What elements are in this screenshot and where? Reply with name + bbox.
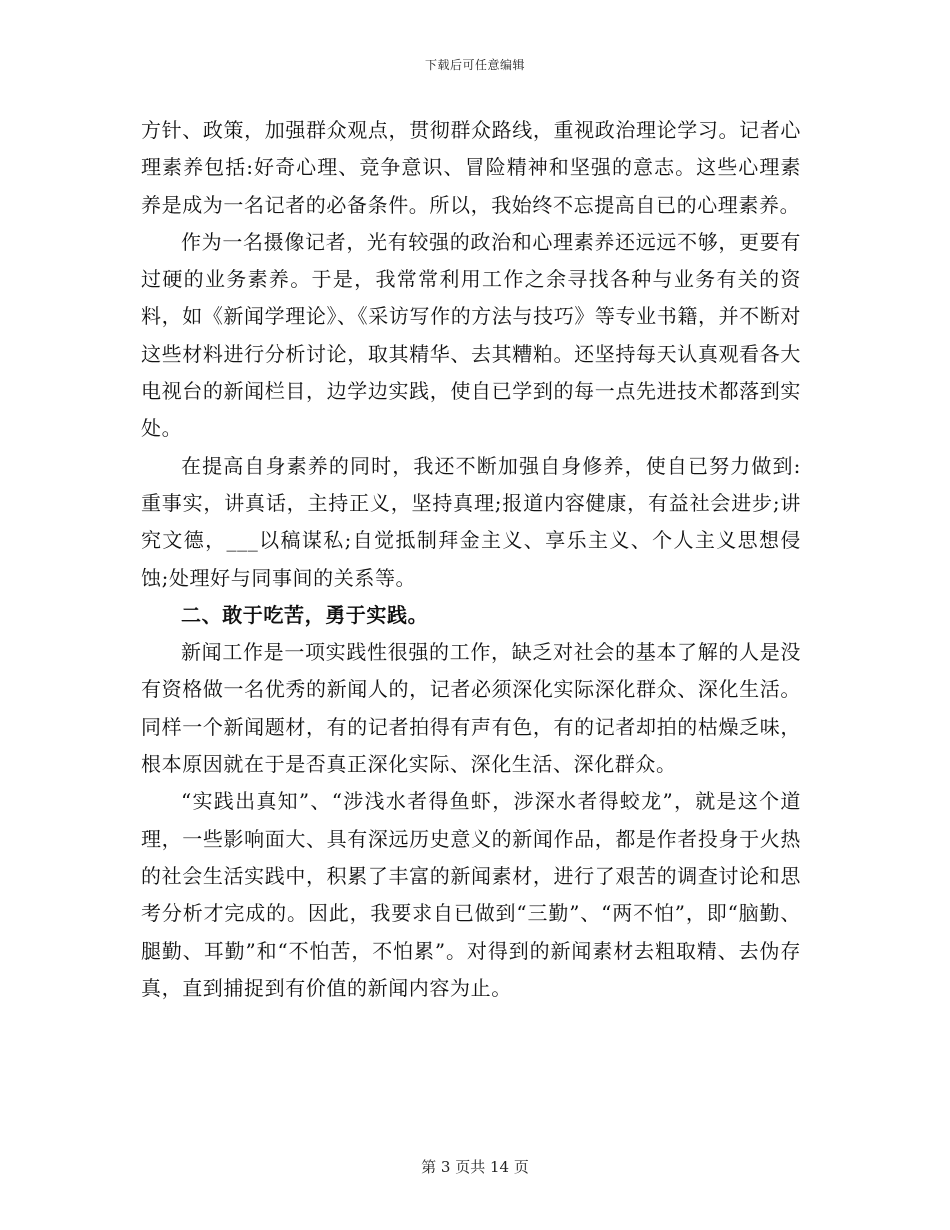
page-number: 第 3 页共 14 页: [421, 1158, 529, 1176]
section-heading: 二、敢于吃苦，勇于实践。: [181, 602, 429, 627]
paragraph-professional-quality: 作为一名摄像记者，光有较强的政治和心理素养还远远不够，更要有过硬的业务素养。于是，我常常利用工作之余寻找各种与业务有关的资料，如《新闻学理论》、《采访写作的方法与技巧》等专业书籍，并不断对这些材料进行分析讨论，取其精华、去其糟粕。还坚持每天认真观看各大电视台的新闻栏目，边学边实践，使自已学到的每一点先进技术都落到实处。: [141, 229, 801, 441]
paragraph-practice-truth: “实践出真知”、“涉浅水者得鱼虾，涉深水者得蛟龙”，就是这个道理，一些影响面大、具有深远历史意义的新闻作品，都是作者投身于火热的社会生活实践中，积累了丰富的新闻素材，进行了艰苦的调查讨论和思考分析才完成的。因此，我要求自已做到“三勤”、“两不怕”，即“脑勤、腿勤、耳勤”和“不怕苦，不怕累”。对得到的新闻素材去粗取精、去伪存真，直到捕捉到有价值的新闻内容为止。: [141, 789, 801, 1000]
paragraph-self-cultivation: 在提高自身素养的同时，我还不断加强自身修养，使自已努力做到:重事实，讲真话，主持正义，坚持真理;报道内容健康，有益社会进步;讲究文德，___以稿谋私;自觉抵制拜金主义、享乐主义、个人主义思想侵蚀;处理好与同事间的关系等。: [141, 453, 801, 590]
document-body: [141, 112, 801, 1007]
page-header: 下载后可任意编辑: [424, 58, 525, 72]
paragraph-continued: 方针、政策，加强群众观点，贯彻群众路线，重视政治理论学习。记者心理素养包括:好奇心理、竞争意识、冒险精神和坚强的意志。这些心理素养是成为一名记者的必备条件。所以，我始终不忘提高自已的心理素养。: [141, 118, 801, 217]
paragraph-news-practice: 新闻工作是一项实践性很强的工作，缺乏对社会的基本了解的人是没有资格做一名优秀的新闻人的，记者必须深化实际深化群众、深化生活。同样一个新闻题材，有的记者拍得有声有色，有的记者却拍的枯燥乏味，根本原因就在于是否真正深化实际、深化生活、深化群众。: [141, 640, 801, 777]
